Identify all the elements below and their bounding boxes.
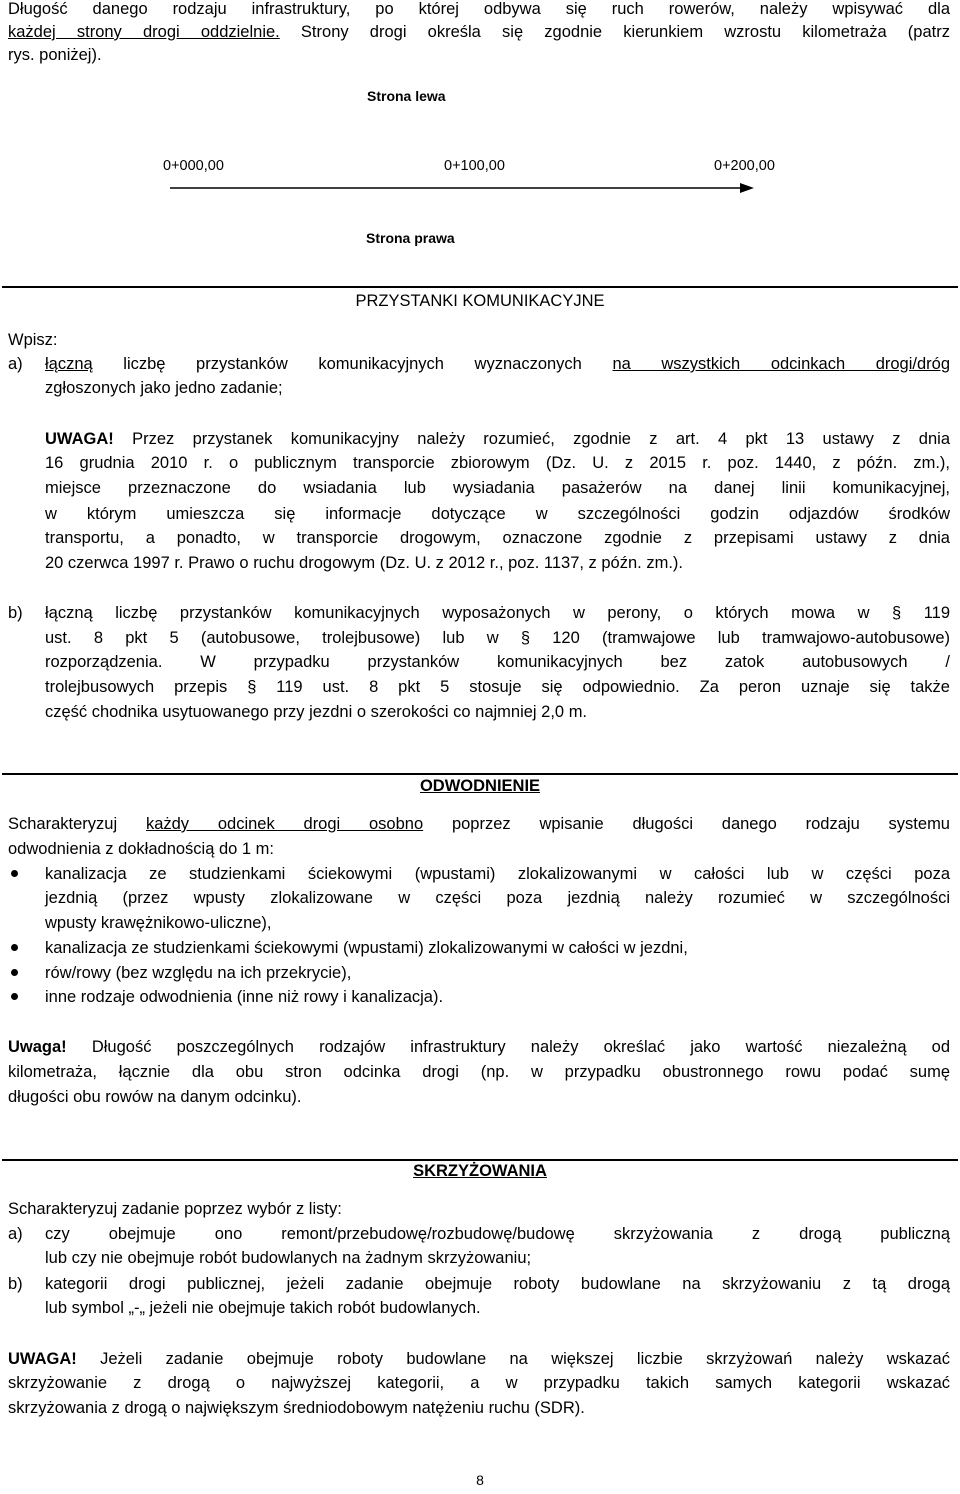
kilometrage-arrow bbox=[150, 180, 770, 200]
przystanki-b-line-3: rozporządzenia. W przypadku przystanków komunikacyjnych bez zatok autobusowych / bbox=[45, 653, 950, 671]
skrzyzowania-a-line-2: lub czy nie obejmuje robót budowlanych na żadnym skrzyżowaniu; bbox=[45, 1249, 532, 1267]
km-label-0: 0+000,00 bbox=[163, 158, 224, 174]
skrzyzowania-intro: Scharakteryzuj zadanie poprzez wybór z listy: bbox=[8, 1200, 342, 1218]
odwodnienie-item-1-line-3: wpusty krawężnikowo-uliczne), bbox=[45, 914, 272, 932]
uwaga-label: UWAGA! bbox=[45, 430, 114, 448]
odwodnienie-note-1 bbox=[8, 1036, 950, 1058]
wpisz-label: Wpisz: bbox=[8, 331, 58, 349]
skrzyzowania-a-line-1: czy obejmuje ono remont/przebudowę/rozbudowę/budowę skrzyżowania z drogą publiczną bbox=[45, 1225, 950, 1243]
przystanki-a-line-2: zgłoszonych jako jedno zadanie; bbox=[45, 379, 283, 397]
uwaga-label: Uwaga! bbox=[8, 1038, 67, 1056]
intro-underlined: każdej strony drogi oddzielnie. bbox=[8, 23, 280, 41]
text-fragment: liczbę przystanków komunikacyjnych wyznaczonych bbox=[92, 355, 613, 373]
odwodnienie-note-3: długości obu rowów na danym odcinku). bbox=[8, 1088, 302, 1106]
odwodnienie-item-1-line-2: jezdnią (przez wpusty zlokalizowane w części poza jezdnią należy rozumieć w szczególności bbox=[45, 889, 950, 907]
section-title-odwodnienie: ODWODNIENIE bbox=[419, 777, 541, 795]
underlined-kazdy-odcinek: każdy odcinek drogi osobno bbox=[145, 815, 424, 833]
item-b-marker: b) bbox=[8, 604, 23, 622]
section-title-skrzyzowania: SKRZYŻOWANIA bbox=[413, 1162, 547, 1180]
skrzyzowania-b-line-2: lub symbol „-„ jeżeli nie obejmuje takich robót budowlanych. bbox=[45, 1299, 481, 1317]
section-title-przystanki: PRZYSTANKI KOMUNIKACYJNE bbox=[355, 292, 605, 310]
przystanki-b-line-1: łączną liczbę przystanków komunikacyjnych wyposażonych w perony, o których mowa w § 119 bbox=[45, 604, 950, 622]
uwaga-line-1 bbox=[45, 428, 950, 450]
km-label-2: 0+200,00 bbox=[714, 158, 775, 174]
intro-line-3: rys. poniżej). bbox=[8, 46, 102, 64]
section-rule-przystanki bbox=[2, 286, 958, 288]
km-label-1: 0+100,00 bbox=[444, 158, 505, 174]
uwaga-label: UWAGA! bbox=[8, 1350, 77, 1368]
uwaga-line-6: 20 czerwca 1997 r. Prawo o ruchu drogowym (Dz. U. z 2012 r., poz. 1137, z późn. zm.). bbox=[45, 554, 683, 572]
page-number: 8 bbox=[476, 1472, 484, 1488]
przystanki-a-line-1 bbox=[45, 353, 950, 375]
przystanki-b-line-2: ust. 8 pkt 5 (autobusowe, trolejbusowe) lub w § 120 (tramwajowe lub tramwajowo-autobusowe) bbox=[45, 629, 950, 647]
uwaga-line-3: miejsce przeznaczone do wsiadania lub wysiadania pasażerów na danej linii komunikacyjnej, bbox=[45, 479, 950, 497]
text-fragment: Przez przystanek komunikacyjny należy rozumieć, zgodnie z art. 4 pkt 13 ustawy z dnia bbox=[113, 430, 950, 448]
text-fragment: Długość poszczególnych rodzajów infrastruktury należy określać jako wartość niezależną od bbox=[66, 1038, 950, 1056]
bullet-dot bbox=[11, 969, 18, 976]
item-a-marker: a) bbox=[8, 355, 23, 373]
intro-line-1: Długość danego rodzaju infrastruktury, po której odbywa się ruch rowerów, należy wpisywać dla bbox=[8, 0, 950, 18]
text-fragment: Scharakteryzuj bbox=[8, 815, 146, 833]
diagram-right-side-label: Strona prawa bbox=[366, 230, 455, 246]
underlined-wszystkich-odcinkach: na wszystkich odcinkach drogi/dróg bbox=[612, 355, 950, 373]
odwodnienie-note-2: kilometraża, łącznie dla obu stron odcinka drogi (np. w przypadku obustronnego rowu podać sumę bbox=[8, 1063, 950, 1081]
bullet-dot bbox=[11, 993, 18, 1000]
underlined-laczna: łączną bbox=[45, 355, 93, 373]
skrzyzowania-note-1 bbox=[8, 1348, 950, 1370]
intro-rest: Strony drogi określa się zgodnie kierunkiem wzrostu kilometraża (patrz bbox=[279, 23, 950, 41]
bullet-dot bbox=[11, 870, 18, 877]
odwodnienie-item-4: inne rodzaje odwodnienia (inne niż rowy i kanalizacja). bbox=[45, 988, 444, 1006]
uwaga-line-5: transportu, a ponadto, w transporcie drogowym, oznaczone zgodnie z przepisami ustawy z dnia bbox=[45, 529, 950, 547]
uwaga-line-2: 16 grudnia 2010 r. o publicznym transporcie zbiorowym (Dz. U. z 2015 r. poz. 1440, z późn. zm.), bbox=[45, 454, 950, 472]
odwodnienie-item-3: rów/rowy (bez względu na ich przekrycie), bbox=[45, 964, 352, 982]
skrzyzowania-b-line-1: kategorii drogi publicznej, jeżeli zadanie obejmuje roboty budowlane na skrzyżowaniu z tą drogą bbox=[45, 1275, 950, 1293]
skrzyzowania-note-2: skrzyżowanie z drogą o najwyższej kategorii, a w przypadku takich samych kategorii wskazać bbox=[8, 1374, 950, 1392]
item-a-marker: a) bbox=[8, 1225, 23, 1243]
diagram-left-side-label: Strona lewa bbox=[367, 88, 446, 104]
bullet-dot bbox=[11, 944, 18, 951]
odwodnienie-item-1-line-1: kanalizacja ze studzienkami ściekowymi (wpustami) zlokalizowanymi w całości lub w części poza bbox=[45, 865, 950, 883]
intro-line-2 bbox=[8, 21, 950, 43]
odwodnienie-intro-2: odwodnienia z dokładnością do 1 m: bbox=[8, 840, 275, 858]
text-fragment: poprzez wpisanie długości danego rodzaju systemu bbox=[423, 815, 950, 833]
item-b-marker: b) bbox=[8, 1275, 23, 1293]
uwaga-line-4: w którym umieszcza się informacje dotyczące w szczególności godzin odjazdów środków bbox=[45, 505, 950, 523]
przystanki-b-line-4: trolejbusowych przepis § 119 ust. 8 pkt 5 stosuje się odpowiednio. Za peron uznaje się także bbox=[45, 678, 950, 696]
odwodnienie-intro-1 bbox=[8, 813, 950, 835]
przystanki-b-line-5: część chodnika usytuowanego przy jezdni o szerokości co najmniej 2,0 m. bbox=[45, 703, 588, 721]
odwodnienie-item-2: kanalizacja ze studzienkami ściekowymi (wpustami) zlokalizowanymi w całości w jezdni, bbox=[45, 939, 688, 957]
skrzyzowania-note-3: skrzyżowania z drogą o największym średniodobowym natężeniu ruchu (SDR). bbox=[8, 1399, 585, 1417]
text-fragment: Jeżeli zadanie obejmuje roboty budowlane na większej liczbie skrzyżowań należy wskazać bbox=[76, 1350, 950, 1368]
